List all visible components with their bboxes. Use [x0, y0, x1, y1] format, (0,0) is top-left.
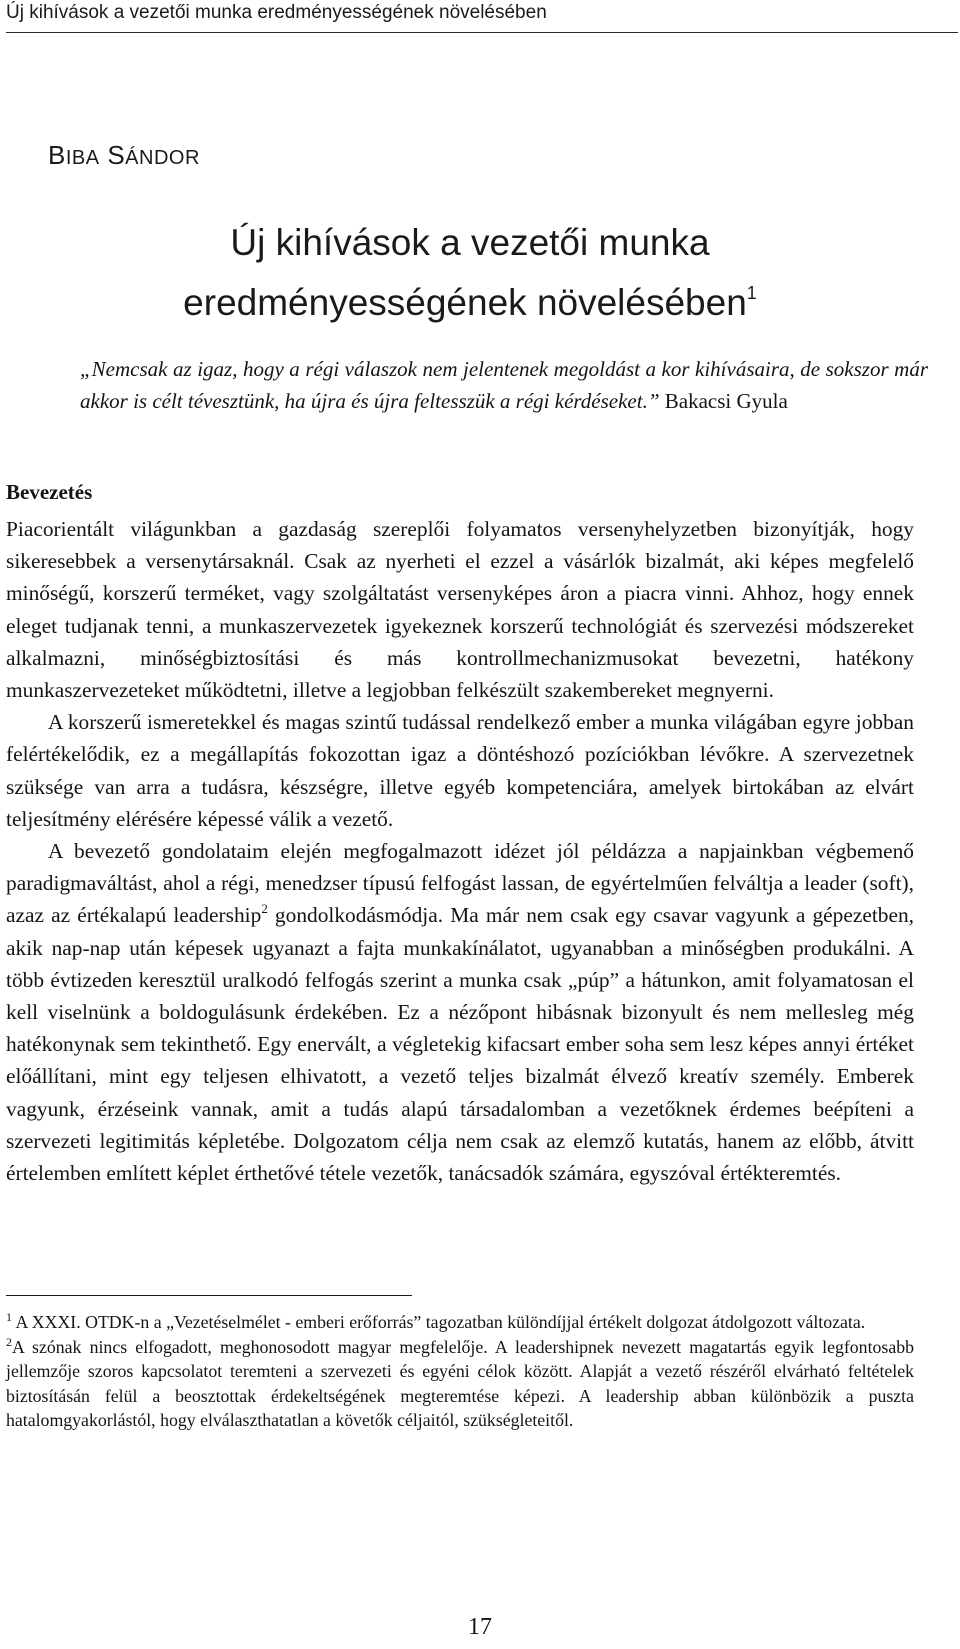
- footnote-2-text: A szónak nincs elfogadott, meghonosodott magyar megfelelője. A leadershipnek nevezett magatartás egyik legfontosabb jellemzője szoros kapcsolatot teremteni a szervezeti és egyéni célok között. Alapját a vezető részéről elvárható feltételek biztosításán felül a beosztottak érdekeltségének megteremtése képezi. A leadership abban különbözik a puszta hatalomgyakorlástól, hogy elválaszthatatlan a követők céljaitól, szükségleteitől.: [6, 1336, 914, 1430]
- footnote-1-text: A XXXI. OTDK-n a „Vezetéselmélet - emberi erőforrás” tagozatban különdíjjal értékelt dolgozat átdolgozott változata.: [12, 1312, 866, 1332]
- epigraph-attribution: Bakacsi Gyula: [664, 389, 788, 413]
- running-header: Új kihívások a vezetői munka eredményességének növelésében: [6, 2, 547, 23]
- paragraph-2: A korszerű ismeretekkel és magas szintű tudással rendelkező ember a munka világában egyre jobban felértékelődik, ez a megállapítás fokozottan igaz a döntéshozó pozíciókban lévőkre. A szervezetnek szüksége van arra a tudásra, készségre, illetve egyéb kompetenciára, amelyek birtokában az elvárt teljesítmény elérésére képessé válik a vezető.: [6, 710, 914, 831]
- page-number: 17: [468, 1614, 492, 1640]
- paragraph-3: [6, 835, 914, 1189]
- footnote-2: [6, 1335, 914, 1433]
- header-divider: [6, 32, 958, 33]
- footnote-1: [6, 1310, 914, 1335]
- paper-title: [120, 218, 820, 328]
- footnote-divider: [6, 1295, 412, 1296]
- title-line-2: eredményességének növelésében: [183, 282, 747, 323]
- footnote-1-mark: 1: [6, 1310, 12, 1324]
- author-last-initial: S: [107, 140, 126, 170]
- paragraph-3-part-1: A bevezető gondolataim elején megfogalmazott idézet jól példázza a napjainkban végbemenő paradigmaváltást, ahol a régi, menedzser típusú felfogást lassan, de egyértelműen felváltja a leader (soft), azaz az értékalapú leadership: [6, 839, 914, 928]
- author-first-initial: B: [48, 140, 66, 170]
- section-heading: Bevezetés: [6, 480, 93, 504]
- author-last-rest: ÁNDOR: [125, 147, 200, 169]
- title-line-1: Új kihívások a vezetői munka: [230, 222, 710, 263]
- epigraph-text: „Nemcsak az igaz, hogy a régi válaszok nem jelentenek megoldást a kor kihívásaira, de sokszor már akkor is célt tévesztünk, ha újra és újra feltesszük a régi kérdéseket.”: [80, 357, 928, 413]
- footnote-ref-2: 2: [261, 901, 268, 917]
- paragraph-3-part-2: gondolkodásmódja. Ma már nem csak egy csavar vagyunk a gépezetben, akik nap-nap után képesek ugyanazt a fajta munkakínálatot, ugyanabban a minőségben produkálni. A több évtizeden keresztül uralkodó felfogás szerint a munka csak „púp” a hátunkon, amit folyamatosan el kell viselnünk a boldogulásunk érdekében. Ez a nézőpont hibásnak bizonyult és nem mellesleg még hatékonynak sem tekinthető. Egy enervált, a végletekig kifacsart ember soha sem lesz képes annyi értéket előállítani, mint egy teljesen elhivatott, a vezető teljes bizalmát élvező kreatív személy. Emberek vagyunk, érzéseink vannak, amit a tudás alapú társadalomban a vezetőknek érdemes beépíteni a szervezeti legitimitás képletébe. Dolgozatom célja nem csak az elemző kutatás, hanem az előbb, átvitt értelemben említett képlet érthetővé tétele vezetők, tanácsadók számára, egyszóval értékteremtés.: [6, 903, 914, 1186]
- paragraph-1: Piacorientált világunkban a gazdaság szereplői folyamatos versenyhelyzetben bizonyítják, hogy sikeresebbek a versenytársaknál. Csak az nyerheti el ezzel a vásárlók bizalmát, aki képes megfelelő minőségű, korszerű terméket, vagy szolgáltatást versenyképes áron a piacra vinni. Ahhoz, hogy ennek eleget tudjanak tenni, a munkaszervezetek igyekeznek korszerű technológiát és szervezési módszereket alkalmazni, minőségbiztosítási és más kontrollmechanizmusokat bevezetni, hatékony munkaszervezeteket működtetni, illetve a legjobban felkészült szakembereket megnyerni.: [6, 517, 914, 703]
- footnote-2-mark: 2: [6, 1334, 12, 1349]
- body-text: [6, 513, 914, 1189]
- epigraph-quote: [80, 353, 928, 417]
- footnotes: [6, 1310, 914, 1433]
- author-first-rest: IBA: [65, 147, 100, 169]
- title-footnote-mark: 1: [746, 283, 757, 303]
- author-name: [48, 140, 200, 171]
